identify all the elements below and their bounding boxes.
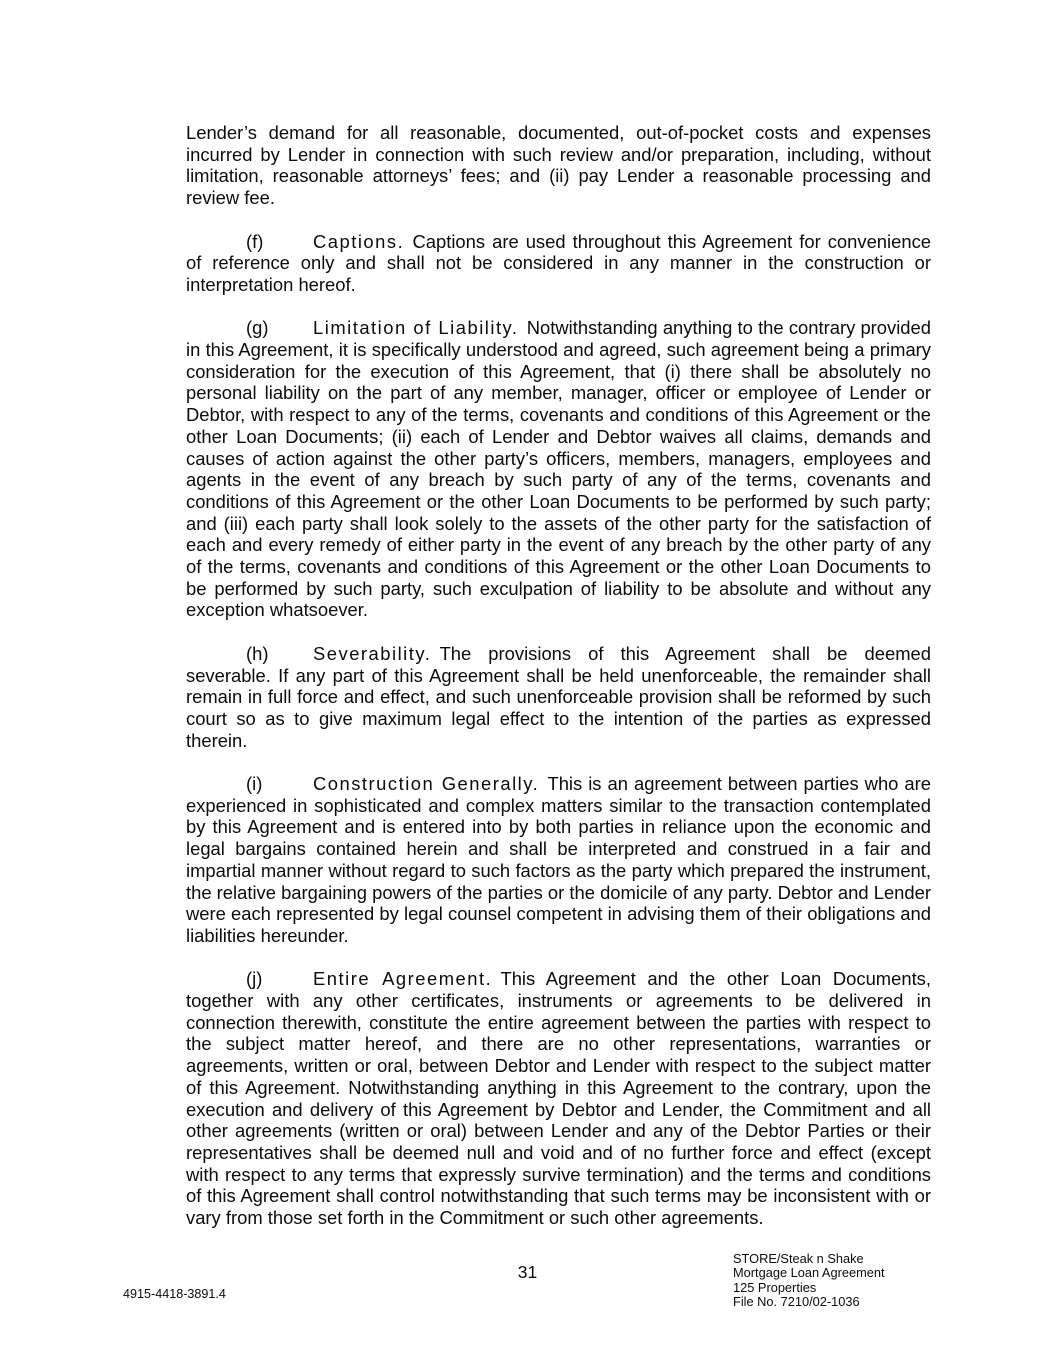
paragraph-severability — [186, 643, 931, 752]
footer-reference-line: 125 Properties — [733, 1279, 817, 1295]
footer-reference-block — [733, 1252, 885, 1309]
paragraph-label: (f) — [246, 230, 264, 252]
footer-reference-line: File No. 7210/02-1036 — [733, 1293, 860, 1309]
paragraph-entire-agreement — [186, 968, 931, 1228]
paragraph-heading: Captions. — [313, 230, 405, 252]
paragraph-construction-generally — [186, 773, 931, 947]
paragraph-text: This Agreement and the other Loan Documents, together with any other certificates, instruments or agreements to be delivered in connection therewith, constitute the entire agreement between the parties with respect to the subject matter hereof, and there are no other representations, warranties or agreements, written or oral, between Debtor and Lender with respect to the subject matter of this Agreement. Notwithstanding anything in this Agreement to the contrary, upon the execution and delivery of this Agreement by Debtor and Lender, the Commitment and all other agreements (written or oral) between Lender and any of the Debtor Parties or their representatives shall be deemed null and void and of no further force and effect (except with respect to any terms that expressly survive termination) and the terms and conditions of this Agreement shall control notwithstanding that such terms may be inconsistent with or vary from those set forth in the Commitment or such other agreements. — [186, 968, 931, 1229]
paragraph-text: Lender’s demand for all reasonable, documented, out-of-pocket costs and expenses incurred by Lender in connection with such review and/or preparation, including, without limitation, reasonable attorneys’ fees; and (ii) pay Lender a reasonable processing and review fee. — [186, 122, 931, 209]
paragraph-label: (h) — [246, 642, 269, 664]
footer-page-number: 31 — [517, 1262, 538, 1282]
paragraph-text: Notwithstanding anything to the contrary provided in this Agreement, it is specifically understood and agreed, such agreement being a primary consideration for the execution of this Agreement, that (i) there shall be absolutely no personal liability on the part of any member, manager, officer or employee of Lender or Debtor, with respect to any of the terms, covenants and conditions of this Agreement or the other Loan Documents; (ii) each of Lender and Debtor waives all claims, demands and causes of action against the other party’s officers, members, managers, employees and agents in the event of any breach by such party of any of the terms, covenants and conditions of this Agreement or the other Loan Documents to be performed by such party; and (iii) each party shall look solely to the assets of the other party for the satisfaction of each and every remedy of either party in the event of any breach by the other party of any of the terms, covenants and conditions of this Agreement or the other Loan Documents to be performed by such party, such exculpation of liability to be absolute and without any exception whatsoever. — [186, 317, 931, 621]
paragraph-heading: Construction Generally. — [313, 773, 540, 795]
paragraph-continuation — [186, 122, 931, 209]
document-body — [186, 122, 931, 1250]
paragraph-heading: Limitation of Liability. — [313, 317, 519, 339]
paragraph-captions — [186, 231, 931, 296]
footer-reference-line: Mortgage Loan Agreement — [733, 1265, 885, 1281]
paragraph-heading: Entire Agreement. — [313, 968, 493, 990]
paragraph-heading: Severability. — [313, 642, 432, 664]
paragraph-text: This is an agreement between parties who are experienced in sophisticated and complex matters similar to the transaction contemplated by this Agreement and is entered into by both parties in reliance upon the economic and legal bargains contained herein and shall be interpreted and construed in a fair and impartial manner without regard to such factors as the party which prepared the instrument, the relative bargaining powers of the parties or the domicile of any party. Debtor and Lender were each represented by legal counsel competent in advising them of their obligations and liabilities hereunder. — [186, 773, 931, 946]
paragraph-limitation-of-liability — [186, 317, 931, 621]
paragraph-label: (i) — [246, 773, 263, 795]
paragraph-label: (j) — [246, 968, 263, 990]
footer-doc-id: 4915-4418-3891.4 — [123, 1287, 226, 1301]
paragraph-text: The provisions of this Agreement shall be deemed severable. If any part of this Agreement shall be held unenforceable, the remainder shall remain in full force and effect, and such unenforceable provision shall be reformed by such court so as to give maximum legal effect to the intention of the parties as expressed therein. — [186, 642, 931, 751]
footer-reference-line: STORE/Steak n Shake — [733, 1251, 864, 1266]
paragraph-label: (g) — [246, 317, 269, 339]
paragraph-text: Captions are used throughout this Agreement for convenience of reference only and shall not be considered in any manner in the construction or interpretation hereof. — [186, 230, 931, 295]
